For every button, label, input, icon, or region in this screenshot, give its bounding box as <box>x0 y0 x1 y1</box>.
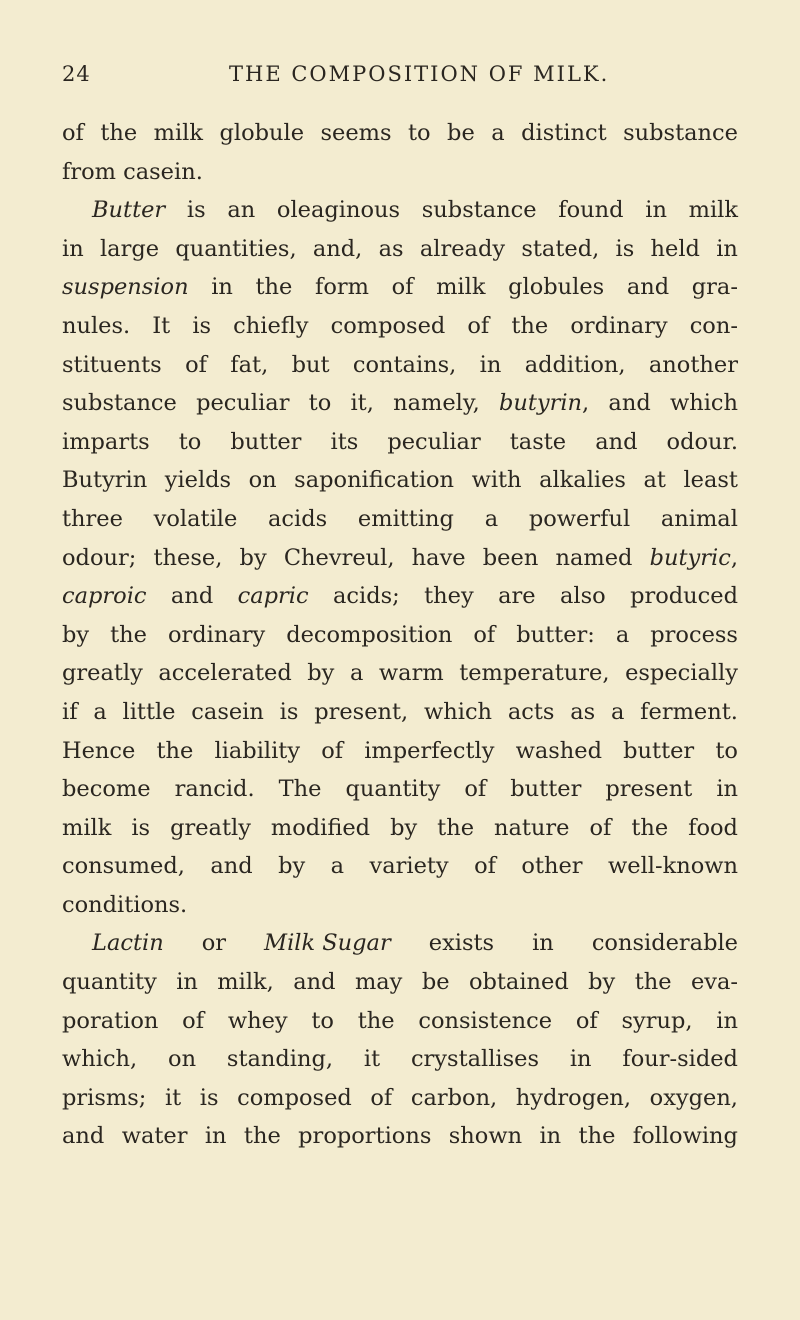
word: of <box>575 1007 598 1034</box>
word: imperfectly <box>364 737 495 764</box>
word: they <box>424 583 474 610</box>
word: It <box>152 312 171 339</box>
word: taste <box>509 428 567 455</box>
word: in <box>569 1046 592 1073</box>
word: by <box>239 544 267 571</box>
word: as <box>378 235 404 262</box>
word: seems <box>320 120 392 146</box>
word: substance <box>62 390 177 417</box>
text-line-5 <box>62 268 738 307</box>
word: ordinary <box>167 621 266 648</box>
word: of <box>62 120 84 146</box>
word: a <box>491 120 505 146</box>
text-line-2 <box>62 153 738 192</box>
word: in <box>204 1123 227 1150</box>
word: crystallises <box>410 1046 540 1073</box>
word: have <box>411 544 466 571</box>
word: of <box>321 737 344 764</box>
word: a <box>93 698 107 725</box>
word: as <box>570 698 596 725</box>
word: in <box>716 235 738 262</box>
word: in <box>176 969 198 996</box>
word: a <box>349 660 364 687</box>
running-title: THE COMPOSITION OF MILK. <box>229 62 610 86</box>
word: contains, <box>352 351 457 378</box>
word: if <box>62 698 78 725</box>
word: which <box>669 390 738 417</box>
word: is <box>186 197 206 224</box>
word: carbon, <box>410 1084 498 1111</box>
word: Lactin <box>92 930 164 957</box>
text-line-19 <box>62 809 738 848</box>
word: ferment. <box>640 698 738 725</box>
text-line-18 <box>62 770 738 809</box>
word: to <box>408 120 431 146</box>
word: of <box>474 853 496 880</box>
word: odour; <box>62 544 137 571</box>
word: to <box>311 1007 334 1034</box>
word: obtained <box>468 969 569 996</box>
word: be <box>421 969 450 996</box>
word: its <box>330 428 359 455</box>
text-line-17 <box>62 732 738 771</box>
word: yields <box>164 467 232 494</box>
text-line-14 <box>62 616 738 655</box>
word: of <box>473 621 496 648</box>
word: it <box>164 1084 182 1111</box>
word: in <box>716 1007 738 1034</box>
word: is <box>192 312 212 339</box>
word: animal <box>660 505 738 532</box>
word: suspension <box>62 274 189 301</box>
word: present, <box>314 698 409 725</box>
word: become <box>62 776 151 803</box>
word: washed <box>515 737 602 764</box>
word: proportions <box>298 1123 432 1150</box>
word: present <box>605 776 693 803</box>
word: standing, <box>226 1046 334 1073</box>
word: and <box>626 274 670 301</box>
text-line-8 <box>62 384 738 423</box>
text-line-11 <box>62 500 738 539</box>
word: Chevreul, <box>283 544 395 571</box>
word: in <box>62 235 84 262</box>
word: peculiar <box>387 428 481 455</box>
word: of <box>589 814 612 841</box>
word: volatile <box>153 505 238 532</box>
word: it, <box>350 390 374 417</box>
word: which <box>424 698 493 725</box>
word: fat, <box>230 351 269 378</box>
word: acids <box>268 505 328 532</box>
word: consumed, <box>62 853 185 880</box>
word: three <box>62 505 123 532</box>
word: butter <box>623 737 695 764</box>
word: following <box>632 1123 738 1150</box>
word: or <box>201 930 227 957</box>
word: capric <box>237 583 309 610</box>
word: is <box>199 1084 219 1111</box>
body-text <box>62 114 738 1156</box>
word: the <box>511 312 549 339</box>
word: a <box>615 621 630 648</box>
word: hydrogen, <box>515 1084 632 1111</box>
text-line-9 <box>62 423 738 462</box>
word: saponification <box>294 467 455 494</box>
word: held <box>650 235 700 262</box>
text-line-26 <box>62 1079 738 1118</box>
word: milk, <box>217 969 274 996</box>
word: stated, <box>521 235 600 262</box>
word: milk <box>688 197 738 224</box>
word: shown <box>448 1123 523 1150</box>
word: butyric, <box>649 544 738 571</box>
word: butter: <box>516 621 595 648</box>
text-line-20 <box>62 847 738 886</box>
word: food <box>688 814 738 841</box>
running-head <box>62 62 738 94</box>
word: casein <box>191 698 264 725</box>
word: consistence <box>418 1007 553 1034</box>
word: found <box>558 197 624 224</box>
word: prisms; <box>62 1084 147 1111</box>
word: eva- <box>690 969 738 996</box>
word: quantity <box>345 776 441 803</box>
word: in <box>479 351 502 378</box>
word: Hence <box>62 737 136 764</box>
word: composed <box>330 312 446 339</box>
word: syrup, <box>621 1007 693 1034</box>
word: alkalies <box>539 467 626 494</box>
word: produced <box>630 583 738 610</box>
word: by <box>62 621 90 648</box>
word: and <box>608 390 651 417</box>
text-line-25 <box>62 1040 738 1079</box>
word: and <box>595 428 638 455</box>
word: butter <box>510 776 582 803</box>
word: poration <box>62 1007 159 1034</box>
word: addition, <box>524 351 626 378</box>
word: on <box>168 1046 197 1073</box>
word: caproic <box>62 583 147 610</box>
word: Butter <box>92 197 166 224</box>
text-line-4 <box>62 230 738 269</box>
word: the <box>255 274 293 301</box>
word: a <box>484 505 499 532</box>
word: by <box>307 660 335 687</box>
word: of <box>464 776 487 803</box>
word: variety <box>369 853 449 880</box>
word: the <box>437 814 475 841</box>
word: by <box>278 853 306 880</box>
word: distinct <box>521 120 607 146</box>
word: in <box>645 197 667 224</box>
word: be <box>447 120 475 146</box>
word: little <box>122 698 176 725</box>
word: butyrin, <box>498 390 590 417</box>
word: form <box>315 274 369 301</box>
word: is <box>131 814 151 841</box>
word: milk <box>62 814 112 841</box>
word: quantity <box>62 969 157 996</box>
word: an <box>227 197 256 224</box>
word: acids; <box>333 583 400 610</box>
word: but <box>291 351 330 378</box>
word: from <box>62 158 116 185</box>
word: oleaginous <box>276 197 401 224</box>
text-line-16 <box>62 693 738 732</box>
word: Milk Sugar <box>264 930 391 957</box>
word: is <box>279 698 299 725</box>
word: conditions. <box>62 891 188 918</box>
word: and <box>210 853 253 880</box>
word: on <box>248 467 277 494</box>
word: another <box>648 351 738 378</box>
word: Butyrin <box>62 467 148 494</box>
word: odour. <box>666 428 738 455</box>
word: of <box>370 1084 393 1111</box>
word: exists <box>428 930 495 957</box>
text-line-22 <box>62 924 738 963</box>
word: butter <box>230 428 302 455</box>
word: globules <box>508 274 605 301</box>
word: and <box>170 583 214 610</box>
word: the <box>357 1007 395 1034</box>
word: accelerated <box>158 660 292 687</box>
word: considerable <box>591 930 738 957</box>
word: decomposition <box>286 621 453 648</box>
word: gra- <box>691 274 738 301</box>
word: acts <box>507 698 555 725</box>
word: and, <box>312 235 363 262</box>
word: these, <box>153 544 223 571</box>
word: substance <box>623 120 738 146</box>
text-line-24 <box>62 1002 738 1041</box>
word: it <box>363 1046 381 1073</box>
word: ordinary <box>570 312 668 339</box>
word: of <box>467 312 490 339</box>
word: stituents <box>62 351 162 378</box>
word: especially <box>625 660 738 687</box>
word: substance <box>421 197 537 224</box>
word: named <box>555 544 633 571</box>
word: namely, <box>393 390 480 417</box>
text-line-23 <box>62 963 738 1002</box>
word: peculiar <box>196 390 290 417</box>
word: a <box>330 853 345 880</box>
word: rancid. <box>174 776 255 803</box>
word: globule <box>219 120 305 146</box>
word: in <box>539 1123 562 1150</box>
word: in <box>211 274 233 301</box>
word: to <box>178 428 202 455</box>
word: greatly <box>170 814 251 841</box>
word: the <box>631 814 669 841</box>
word: milk <box>436 274 486 301</box>
word: four-sided <box>622 1046 738 1073</box>
text-line-13 <box>62 577 738 616</box>
word: in <box>716 776 738 803</box>
word: by <box>588 969 616 996</box>
text-line-12 <box>62 539 738 578</box>
word: liability <box>214 737 301 764</box>
word: well-known <box>608 853 738 880</box>
word: a <box>610 698 625 725</box>
word: is <box>615 235 635 262</box>
word: process <box>650 621 738 648</box>
word: already <box>419 235 506 262</box>
word: the <box>243 1123 281 1150</box>
word: water <box>121 1123 188 1150</box>
word: the <box>110 621 147 648</box>
word: the <box>578 1123 616 1150</box>
word: modified <box>270 814 371 841</box>
word: whey <box>227 1007 288 1034</box>
text-line-15 <box>62 654 738 693</box>
word: also <box>559 583 606 610</box>
word: to <box>715 737 738 764</box>
word: greatly <box>62 660 143 687</box>
word: powerful <box>528 505 631 532</box>
word: and <box>293 969 336 996</box>
word: which, <box>62 1046 138 1073</box>
text-line-27 <box>62 1117 738 1156</box>
word: chiefly <box>233 312 309 339</box>
word: the <box>634 969 672 996</box>
word: warm <box>378 660 444 687</box>
word: con- <box>689 312 738 339</box>
word: The <box>278 776 322 803</box>
word: milk <box>153 120 204 146</box>
word: the <box>156 737 194 764</box>
word: nules. <box>62 312 131 339</box>
word: temperature, <box>459 660 610 687</box>
word: at <box>643 467 666 494</box>
word: and <box>62 1123 105 1150</box>
word: imparts <box>62 428 150 455</box>
word: are <box>498 583 536 610</box>
word: to <box>308 390 332 417</box>
word: quantities, <box>175 235 297 262</box>
text-line-21 <box>62 886 738 925</box>
text-line-7 <box>62 346 738 385</box>
word: large <box>99 235 160 262</box>
text-line-1 <box>62 114 738 153</box>
word: composed <box>237 1084 352 1111</box>
word: other <box>521 853 583 880</box>
word: of <box>182 1007 205 1034</box>
page-number: 24 <box>62 62 91 86</box>
word: by <box>390 814 418 841</box>
text-line-3 <box>62 191 738 230</box>
word: of <box>391 274 414 301</box>
word: been <box>482 544 539 571</box>
word: in <box>532 930 554 957</box>
text-line-10 <box>62 461 738 500</box>
word: casein. <box>123 158 203 185</box>
word: emitting <box>357 505 454 532</box>
word: with <box>471 467 522 494</box>
word: may <box>354 969 403 996</box>
word: least <box>683 467 738 494</box>
word: of <box>185 351 207 378</box>
text-line-6 <box>62 307 738 346</box>
word: the <box>100 120 138 146</box>
word: nature <box>493 814 570 841</box>
word: oxygen, <box>649 1084 738 1111</box>
